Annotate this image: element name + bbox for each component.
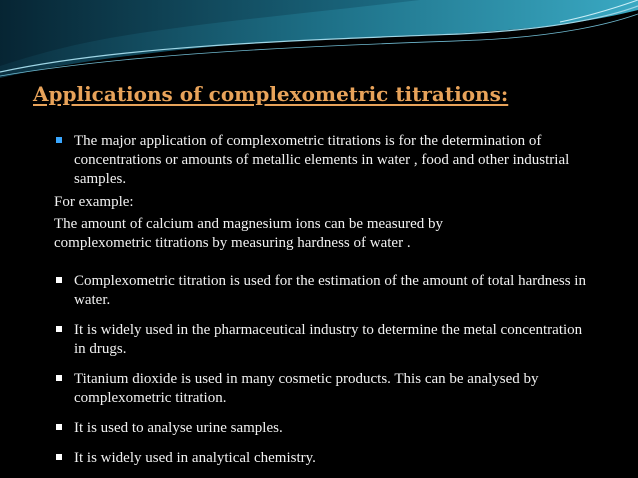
slide-title: Applications of complexometric titrations:: [33, 82, 509, 106]
bullet-text: Titanium dioxide is used in many cosmetic products. This can be analysed by complexometric titration.: [74, 371, 539, 406]
list-item: [56, 272, 596, 310]
intro-bullet-text: The major application of complexometric titrations is for the determination of concentrations or amounts of metallic elements in water , food and other industrial samples.: [74, 133, 570, 187]
square-bullet-icon: [56, 375, 62, 381]
square-bullet-icon: [56, 137, 62, 143]
intro-bullet-item: [56, 132, 596, 189]
example-text: The amount of calcium and magnesium ions can be measured by complexometric titrations by measuring hardness of water .: [54, 216, 444, 251]
list-item: [56, 449, 596, 468]
list-item: [56, 321, 596, 359]
bullet-text: It is widely used in analytical chemistry.: [74, 450, 316, 466]
square-bullet-icon: [56, 454, 62, 460]
header-wave-decoration: [0, 0, 638, 80]
list-item: [56, 370, 596, 408]
square-bullet-icon: [56, 424, 62, 430]
square-bullet-icon: [56, 326, 62, 332]
bullet-text: It is used to analyse urine samples.: [74, 420, 283, 436]
example-label: For example:: [54, 194, 134, 210]
bullet-text: It is widely used in the pharmaceutical industry to determine the metal concentration in drugs.: [74, 322, 583, 357]
square-bullet-icon: [56, 277, 62, 283]
list-item: [56, 419, 596, 438]
bullet-text: Complexometric titration is used for the estimation of the amount of total hardness in water.: [74, 273, 586, 308]
slide-content: [56, 132, 596, 468]
